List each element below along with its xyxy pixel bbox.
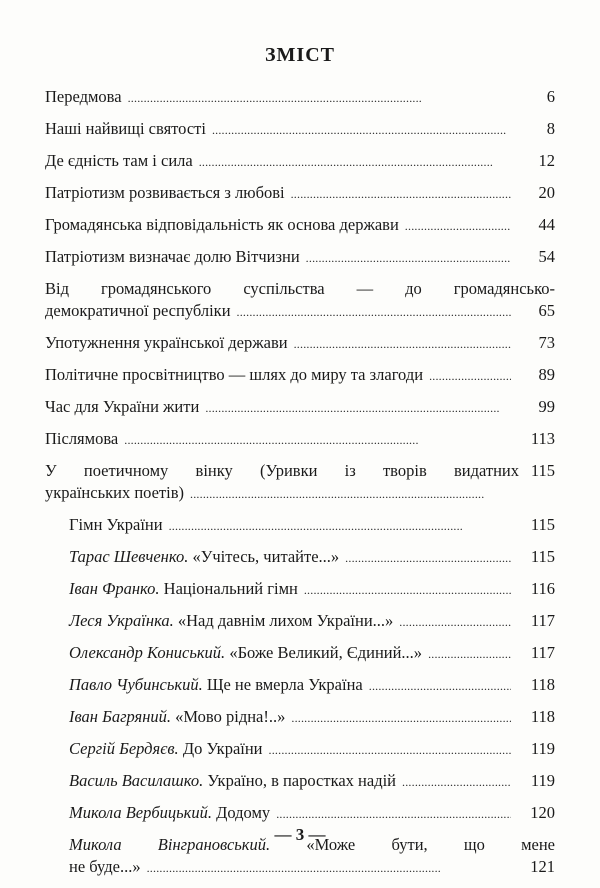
- toc-sub-entry[interactable]: [45, 514, 555, 546]
- toc-sub-entry-author: Олександр Кониський.: [69, 643, 226, 662]
- toc-sub-entry-title: Гімн України: [69, 515, 163, 534]
- toc-sub-entry-title-line2: не буде...»: [69, 857, 141, 876]
- toc-sub-entry-page: 119: [530, 739, 555, 758]
- toc-sub-entry-page: 119: [530, 771, 555, 790]
- toc-entry-page: 65: [538, 301, 555, 320]
- toc-entry-page: 113: [530, 429, 555, 448]
- leader-dots: [429, 364, 511, 387]
- leader-dots: [190, 482, 511, 505]
- toc-entry-page: 12: [538, 151, 555, 170]
- toc-entry[interactable]: [45, 278, 555, 332]
- toc-entry[interactable]: [45, 182, 555, 214]
- toc-sub-entry[interactable]: [45, 610, 555, 642]
- toc-sub-entry[interactable]: [45, 706, 555, 738]
- leader-dots: [199, 150, 511, 173]
- toc-sub-entry-author: Василь Василашко.: [69, 771, 204, 790]
- toc-sub-entry-title: Ще не вмерла Україна: [206, 675, 363, 694]
- toc-entry-title: Час для України жити: [45, 397, 200, 416]
- toc-entry[interactable]: [45, 396, 555, 428]
- toc-sub-entry-page: 118: [530, 675, 555, 694]
- leader-dots: [399, 610, 511, 633]
- leader-dots: [402, 770, 511, 793]
- toc-sub-entry-title: «Учітесь, читайте...»: [192, 547, 340, 566]
- toc-sub-entry-author: Тарас Шевченко.: [69, 547, 189, 566]
- leader-dots: [291, 182, 511, 205]
- toc-entry-title: Політичне просвітництво — шлях до миру та злагоди: [45, 365, 424, 384]
- toc-entry[interactable]: [45, 214, 555, 246]
- leader-dots: [428, 642, 511, 665]
- toc-entry-page: 89: [538, 365, 555, 384]
- toc-entry-page: 44: [538, 215, 555, 234]
- toc-sub-entry-title: До України: [182, 739, 263, 758]
- toc-sub-entry-author: Микола Вербицький.: [69, 803, 212, 822]
- toc-entry-title: Післямова: [45, 429, 119, 448]
- toc-sub-entry-title: «Мово рідна!..»: [175, 707, 286, 726]
- toc-sub-entry-author: Сергій Бердяєв.: [69, 739, 179, 758]
- toc-entry-page: 73: [538, 333, 555, 352]
- toc-sub-entry[interactable]: [45, 546, 555, 578]
- toc-sub-entry[interactable]: [45, 674, 555, 706]
- toc-sub-entry-title: Додому: [216, 803, 271, 822]
- toc-entry-title: Патріотизм розвивається з любові: [45, 183, 285, 202]
- toc-sub-entry-page: 117: [530, 643, 555, 662]
- toc-sub-entry[interactable]: [45, 770, 555, 802]
- toc-entry-title: Де єдність там і сила: [45, 151, 193, 170]
- leader-dots: [306, 246, 511, 269]
- table-of-contents: [45, 86, 555, 888]
- leader-dots: [147, 856, 511, 879]
- leader-dots: [276, 802, 511, 825]
- toc-entry[interactable]: [45, 428, 555, 460]
- leader-dots: [205, 396, 511, 419]
- leader-dots: [294, 332, 511, 355]
- leader-dots: [169, 514, 511, 537]
- toc-sub-entry-title: Україно, в паростках надій: [207, 771, 397, 790]
- leader-dots: [405, 214, 511, 237]
- toc-entry-page: 115: [530, 461, 555, 480]
- toc-sub-entry-title: «Боже Великий, Єдиний...»: [229, 643, 423, 662]
- toc-sub-entry-title-line1: «Може бути, що мене: [306, 835, 555, 854]
- toc-entry-title: Передмова: [45, 87, 122, 106]
- toc-entry[interactable]: [45, 332, 555, 364]
- toc-sub-entry-author: Іван Франко.: [69, 579, 160, 598]
- toc-entry-title: Патріотизм визначає долю Вітчизни: [45, 247, 300, 266]
- toc-sub-entry-page: 121: [530, 857, 555, 876]
- toc-sub-entry-page: 118: [530, 707, 555, 726]
- toc-sub-entry-title: «Над давнім лихом України...»: [177, 611, 394, 630]
- toc-entry[interactable]: [45, 460, 555, 514]
- toc-sub-entry[interactable]: [45, 738, 555, 770]
- leader-dots: [128, 86, 511, 109]
- toc-entry[interactable]: [45, 364, 555, 396]
- toc-entry-title-line2: українських поетів): [45, 483, 185, 502]
- toc-entry[interactable]: [45, 150, 555, 182]
- toc-entry-title-line1: Від громадянського суспільства — до громадянсько-: [45, 279, 555, 298]
- leader-dots: [124, 428, 511, 451]
- toc-entry-page: 20: [538, 183, 555, 202]
- toc-entry[interactable]: [45, 86, 555, 118]
- toc-sub-entry-author: Павло Чубинський.: [69, 675, 203, 694]
- toc-sub-entry-page: 115: [530, 515, 555, 534]
- toc-sub-entry-author: Микола Вінграновський.: [69, 835, 271, 854]
- page-number: — 3 —: [274, 825, 326, 844]
- toc-sub-entry-page: 120: [530, 803, 555, 822]
- toc-sub-entry[interactable]: [45, 578, 555, 610]
- toc-sub-entry-author: Іван Багряний.: [69, 707, 172, 726]
- toc-entry-page: 54: [538, 247, 555, 266]
- toc-sub-entry-page: 117: [530, 611, 555, 630]
- toc-sub-entry[interactable]: [45, 642, 555, 674]
- leader-dots: [345, 546, 511, 569]
- toc-entry-page: 6: [546, 87, 555, 106]
- toc-entry-page: 99: [538, 397, 555, 416]
- toc-entry-title-line1: У поетичному вінку (Уривки із творів видатних: [45, 461, 519, 480]
- leader-dots: [291, 706, 511, 729]
- toc-entry-page: 8: [546, 119, 555, 138]
- toc-entry-title: Употужнення української держави: [45, 333, 288, 352]
- leader-dots: [237, 300, 511, 323]
- leader-dots: [212, 118, 511, 141]
- toc-entry-title-line2: демократичної республіки: [45, 301, 231, 320]
- toc-entry[interactable]: [45, 118, 555, 150]
- toc-sub-entry-page: 115: [530, 547, 555, 566]
- leader-dots: [269, 738, 511, 761]
- toc-sub-entry-title: Національний гімн: [163, 579, 298, 598]
- toc-entry-title: Громадянська відповідальність як основа держави: [45, 215, 399, 234]
- leader-dots: [369, 674, 511, 697]
- leader-dots: [304, 578, 511, 601]
- toc-entry-title: Наші найвищі святості: [45, 119, 206, 138]
- toc-sub-entry-page: 116: [530, 579, 555, 598]
- toc-sub-entry-author: Леся Українка.: [69, 611, 174, 630]
- page-title: ЗМІСТ: [265, 44, 335, 66]
- toc-entry[interactable]: [45, 246, 555, 278]
